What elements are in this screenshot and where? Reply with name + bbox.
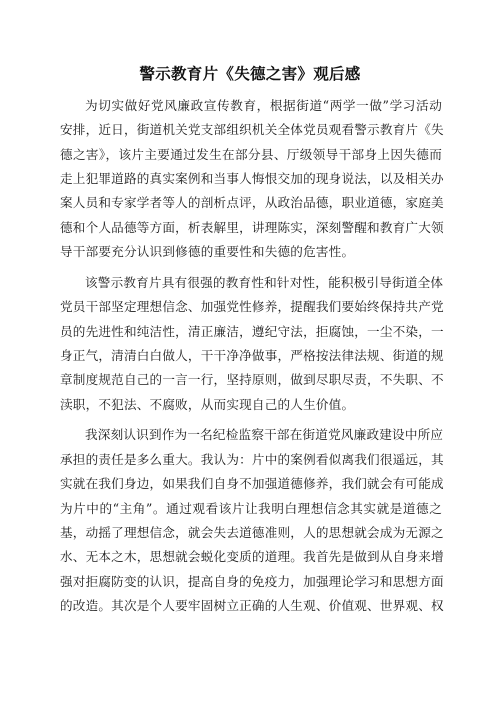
text-line: 安排，近日，街道机关党支部组织机关全体党员观看警示教育片《失 [60,122,444,138]
text-line: 实就在我们身边，如果我们自身不加强道德修养，我们就会有可能成 [60,476,444,492]
paragraph-1 [60,94,442,264]
text-line: 我深刻认识到作为一名纪检监察干部在街道党风廉政建设中所应 [85,427,444,443]
text-line: 导干部要充分认识到修德的重要性和失德的危害性。 [60,244,355,260]
text-line: 为切实做好党风廉政宣传教育，根据街道“两学一做”学习活动 [85,98,442,113]
text-line: 承担的责任是多么重大。我认为：片中的案例看似离我们很遥远，其 [60,451,444,467]
text-line: 走上犯罪道路的真实案例和当事人悔恨交加的现身说法，以及相关办 [60,171,444,187]
text-line: 为片中的“主角”。通过观看该片让我明白理想信念其实就是道德之 [60,500,442,516]
document-title: 警示教育片《失德之害》观后感 [139,65,361,83]
text-line: 身正气，清清白白做人，干干净净做事，严格按法律法规、街道的规 [60,347,444,363]
text-line: 该警示教育片具有很强的教育性和针对性，能积极引导街道全体 [85,274,444,290]
paragraph-3 [60,423,442,618]
text-line: 德之害》，该片主要通过发生在部分县、厅级领导干部身上因失德而 [60,146,442,162]
text-line: 水、无本之木，思想就会蜕化变质的道理。我首先是做到从自身来增 [60,549,444,565]
text-line: 案人员和专家学者等人的剖析点评，从政治品德，职业道德，家庭美 [60,195,444,211]
text-line: 的改造。其次是个人要牢固树立正确的人生观、价值观、世界观、权 [60,597,444,613]
text-line: 渎职，不犯法、不腐败，从而实现自己的人生价值。 [60,396,355,412]
text-line: 基，动摇了理想信念，就会失去道德准则，人的思想就会成为无源之 [60,524,444,540]
document-body [60,94,442,618]
text-line: 强对拒腐防变的认识，提高自身的免疫力，加强理论学习和思想方面 [60,573,444,589]
text-line: 德和个人品德等方面，析表解里，讲理陈实，深刻警醒和教育广大领 [60,219,444,235]
paragraph-2 [60,271,442,417]
text-line: 党员干部坚定理想信念、加强党性修养，提醒我们要始终保持共产党 [60,299,444,315]
text-line: 员的先进性和纯洁性，清正廉洁，遵纪守法，拒腐蚀，一尘不染，一 [60,323,444,339]
text-line: 章制度规范自己的一言一行，坚持原则，做到尽职尽责，不失职、不 [60,372,444,388]
